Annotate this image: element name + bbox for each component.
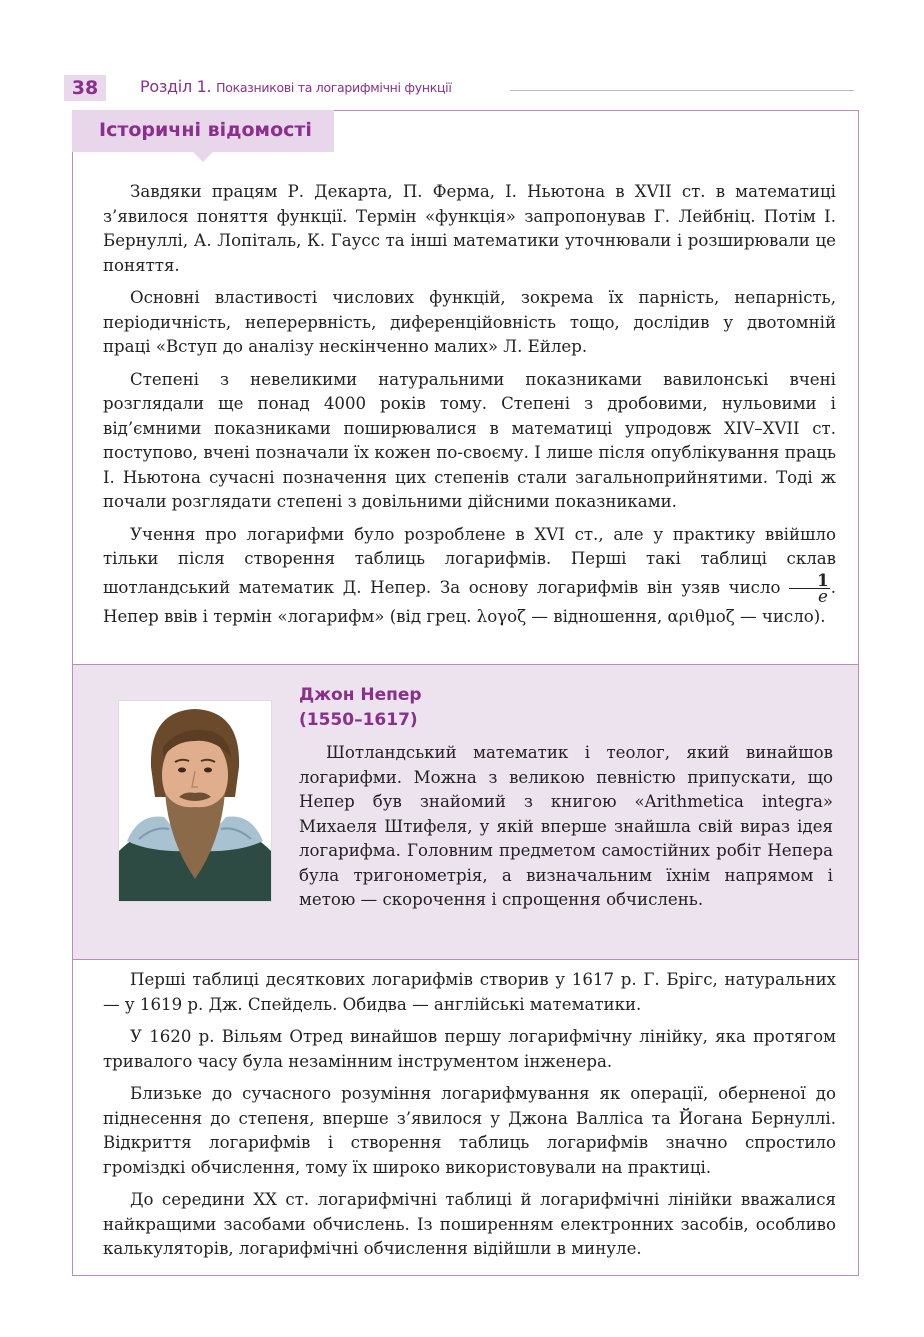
paragraph: Близьке до сучасного розуміння логарифмування як операції, оберненої до піднесення до степеня, вперше з’явилося у Джона Валліса та Йогана Бернуллі. Відкриття логарифмів і створення таблиць логарифмів значно спростило громіздкі обчислення, тому їх широко використовували на практиці. — [103, 1084, 836, 1177]
bio-years: (1550–1617) — [299, 710, 418, 730]
running-title — [140, 77, 452, 96]
paragraph — [103, 523, 836, 630]
chapter-title: Показникові та логарифмічні функції — [216, 80, 452, 95]
portrait-illustration — [119, 701, 271, 901]
paragraph: Завдяки працям Р. Декарта, П. Ферма, І. Ньютона в XVII ст. в математиці з’явилося поняття функції. Термін «функція» запропонував Г. Лейбніц. Потім І. Бернуллі, А. Лопіталь, К. Гаусс та інші математики уточнювали і розширювали це поняття. — [103, 182, 836, 275]
fraction-one-over-e — [789, 569, 830, 606]
paragraph: У 1620 р. Вільям Отред винайшов першу логарифмічну лінійку, яка протягом тривалого часу була незамінним інструментом інженера. — [103, 1027, 836, 1071]
biography-panel — [73, 664, 858, 960]
section-tag-pointer — [193, 152, 213, 162]
page-header — [64, 74, 854, 104]
paragraph-part: Учення про логарифми було розроблене в XVI ст., але у практику ввійшло тільки після створення таблиць логарифмів. Перші такі таблиці склав шотландський математик Д. Непер. За основу логарифмів він узяв число — [103, 524, 836, 597]
paragraph: До середини XX ст. логарифмічні таблиці й логарифмічні лінійки вважалися найкращими засобами обчислень. Із поширенням електронних засобів, особливо калькуляторів, логарифмічні обчислення відійшли в минуле. — [103, 1190, 836, 1258]
page-number: 38 — [64, 75, 106, 101]
fraction-numerator: 1 — [789, 572, 830, 589]
paragraph-part: . Непер ввів і термін «логарифм» (від грец. λογοζ — відношення, αριθμοζ — число). — [103, 577, 836, 626]
fraction-denominator: e — [818, 586, 828, 606]
chapter-label: Розділ 1. — [140, 77, 217, 96]
bio-name: Джон Непер — [299, 685, 422, 705]
paragraph: Степені з невеликими натуральними показниками вавилонські вчені розглядали ще понад 4000 років тому. Степені з дробовими, нульовими і від’ємними показниками поширювалися в математиці упродовж XIV–XVII ст. поступово, вчені позначали їх кожен по-своєму. І лише після опублікування праць І. Ньютона сучасні позначення цих степенів стали загальноприйнятими. Тоді ж почали розглядати степені з довільними дійсними показниками. — [103, 369, 836, 511]
section-tag: Історичні відомості — [72, 110, 334, 152]
paragraph: Перші таблиці десяткових логарифмів створив у 1617 р. Г. Брігс, натуральних — у 1619 р. Дж. Спейдель. Обидва — англійські математики. — [103, 970, 836, 1014]
header-rule — [510, 90, 854, 91]
paragraph: Основні властивості числових функцій, зокрема їх парність, непарність, періодичність, неперервність, диференційовність тощо, дослідив у двотомній праці «Вступ до аналізу нескінченно малих» Л. Ейлер. — [103, 288, 836, 356]
bio-heading — [299, 683, 422, 733]
history-text-bottom — [103, 968, 836, 1270]
portrait-john-napier — [118, 700, 272, 902]
bio-text: Шотландський математик і теолог, який винайшов логарифми. Можна з великою певністю припускати, що Непер був знайомий з книгою «Arithmetica integra» Михаеля Штифеля, у якій вперше знайшла свій вираз ідея логарифма. Головним предметом самостійних робіт Непера була тригонометрія, а визначальним їхнім напрямом і метою — скорочення і спрощення обчислень. — [299, 743, 833, 909]
history-text-top — [103, 180, 836, 637]
